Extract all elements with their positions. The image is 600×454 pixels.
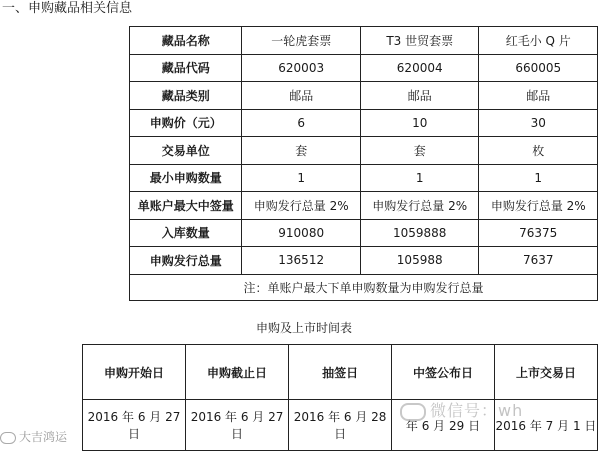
cell-value: 910080 bbox=[242, 219, 360, 247]
time-table-caption: 申购及上市时间表 bbox=[256, 321, 353, 335]
watermark-left-text: 大吉鸿运 bbox=[19, 430, 68, 444]
table-row bbox=[130, 82, 598, 110]
row-label: 申购发行总量 bbox=[130, 247, 242, 275]
cell-value: 套 bbox=[242, 137, 360, 165]
cell-value: 620003 bbox=[242, 54, 360, 82]
cell-value: 10 bbox=[360, 109, 479, 137]
table-row bbox=[130, 54, 598, 82]
cell-value: 一轮虎套票 bbox=[242, 27, 360, 55]
column-header: 上市交易日 bbox=[494, 345, 597, 400]
row-label: 藏品类别 bbox=[130, 82, 242, 110]
watermark-left bbox=[0, 428, 67, 445]
date-cell: 2016 年 6 月 27 日 bbox=[83, 400, 186, 451]
cell-value: T3 世贸套票 bbox=[360, 27, 479, 55]
column-header: 抽签日 bbox=[289, 345, 392, 400]
table-row bbox=[130, 219, 598, 247]
cell-value: 1 bbox=[479, 164, 598, 192]
table-note: 注：单账户最大下单申购数量为申购发行总量 bbox=[130, 274, 598, 300]
watermark-right bbox=[400, 398, 523, 421]
cell-value: 7637 bbox=[479, 247, 598, 275]
cell-value: 660005 bbox=[479, 54, 598, 82]
section-title: 一、申购藏品相关信息 bbox=[2, 1, 133, 16]
column-header: 中签公布日 bbox=[392, 345, 495, 400]
cell-value: 76375 bbox=[479, 219, 598, 247]
wechat-icon bbox=[400, 403, 426, 421]
row-label: 藏品代码 bbox=[130, 54, 242, 82]
row-label: 最小申购数量 bbox=[130, 164, 242, 192]
wechat-icon bbox=[0, 432, 16, 444]
cell-value: 1059888 bbox=[360, 219, 479, 247]
watermark-right-text: 微信号：wh bbox=[430, 401, 524, 420]
collection-info-table bbox=[129, 26, 598, 301]
row-label: 交易单位 bbox=[130, 137, 242, 165]
cell-value: 620004 bbox=[360, 54, 479, 82]
table-row bbox=[130, 274, 598, 300]
row-label: 藏品名称 bbox=[130, 27, 242, 55]
table-row bbox=[130, 27, 598, 55]
cell-value: 邮品 bbox=[242, 82, 360, 110]
cell-value: 30 bbox=[479, 109, 598, 137]
date-cell: 2016 年 6 月 28 日 bbox=[289, 400, 392, 451]
cell-value: 105988 bbox=[360, 247, 479, 275]
date-cell: 年 6 月 29 日 bbox=[392, 400, 495, 451]
column-header: 申购截止日 bbox=[186, 345, 289, 400]
cell-value: 申购发行总量 2% bbox=[360, 192, 479, 220]
table-row bbox=[130, 109, 598, 137]
date-cell: 2016 年 6 月 27 日 bbox=[186, 400, 289, 451]
row-label: 入库数量 bbox=[130, 219, 242, 247]
table-row bbox=[130, 137, 598, 165]
date-cell: 2016 年 7 月 1 日 bbox=[494, 400, 597, 451]
table-row bbox=[130, 164, 598, 192]
cell-value: 邮品 bbox=[479, 82, 598, 110]
column-header: 申购开始日 bbox=[83, 345, 186, 400]
cell-value: 1 bbox=[360, 164, 479, 192]
cell-value: 枚 bbox=[479, 137, 598, 165]
table-row bbox=[130, 247, 598, 275]
cell-value: 邮品 bbox=[360, 82, 479, 110]
cell-value: 套 bbox=[360, 137, 479, 165]
cell-value: 6 bbox=[242, 109, 360, 137]
cell-value: 1 bbox=[242, 164, 360, 192]
cell-value: 申购发行总量 2% bbox=[479, 192, 598, 220]
row-label: 单账户最大中签量 bbox=[130, 192, 242, 220]
cell-value: 红毛小 Q 片 bbox=[479, 27, 598, 55]
cell-value: 申购发行总量 2% bbox=[242, 192, 360, 220]
table-header-row bbox=[83, 345, 598, 400]
table-row bbox=[130, 192, 598, 220]
row-label: 申购价（元） bbox=[130, 109, 242, 137]
cell-value: 136512 bbox=[242, 247, 360, 275]
